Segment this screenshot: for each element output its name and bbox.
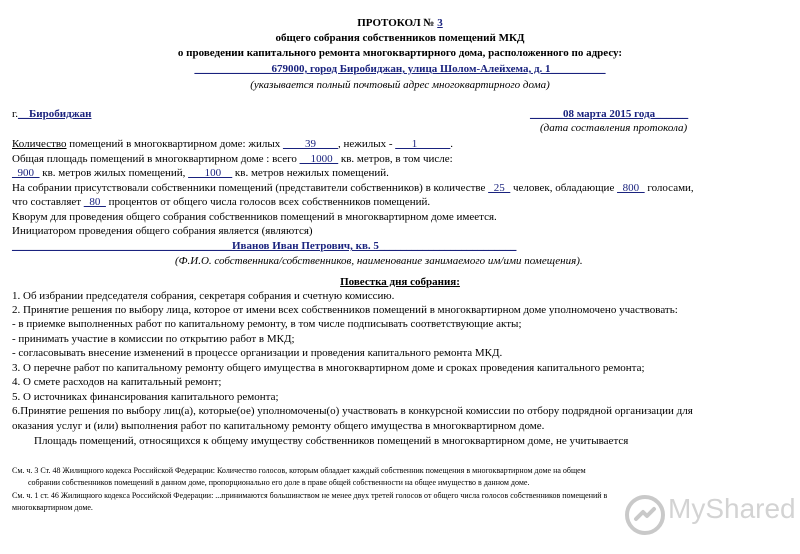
city-prefix: г. bbox=[12, 108, 19, 120]
watermark-text: MyShared bbox=[668, 493, 796, 524]
attendance-votes: _800_ bbox=[617, 182, 645, 194]
attendance-text: На собрании присутствовали собственники помещений (представители собственников) в количестве bbox=[12, 182, 489, 194]
attendance-votes-suffix: голосами, bbox=[644, 182, 694, 194]
living-area-label: кв. метров жилых помещений, bbox=[39, 167, 189, 179]
total-area-units: кв. метров, в том числе: bbox=[338, 153, 453, 165]
protocol-title-prefix: ПРОТОКОЛ № bbox=[357, 17, 438, 29]
agenda-item-2b: - принимать участие в комиссии по открытию работ в МКД; bbox=[12, 333, 295, 345]
agenda-item-2: 2. Принятие решения по выбору лица, которое от имени всех собственников помещений в многоквартирном доме уполномочено участвовать: bbox=[12, 304, 678, 316]
line1-end: . bbox=[450, 138, 454, 150]
agenda-item-4: 4. О смете расходов на капитальный ремонт; bbox=[12, 376, 222, 388]
attendance-count: _25_ bbox=[488, 182, 511, 194]
initiator-line: Инициатором проведения общего собрания является (являются) bbox=[12, 225, 313, 237]
document-date: ______08 марта 2015 года______ bbox=[530, 108, 689, 120]
agenda-item-1: 1. Об избрании председателя собрания, секретаря собрания и счетную комиссию. bbox=[12, 290, 395, 302]
nonliving-area-value: ___100__ bbox=[188, 167, 233, 179]
attendance-votes-label: человек, обладающие bbox=[510, 182, 618, 194]
area-breakdown-line bbox=[12, 167, 792, 180]
footnote-1-line-1: См. ч. 3 Ст. 48 Жилищного кодекса Российской Федерации: Количество голосов, которым обладает каждый собственник помещения в многоквартирном доме на общем bbox=[12, 466, 586, 475]
premises-count-label: Количество bbox=[12, 138, 67, 150]
agenda-item-5: 5. О источниках финансирования капитального ремонта; bbox=[12, 391, 279, 403]
date-note: (дата составления протокола) bbox=[540, 122, 688, 134]
nonliving-area-label: кв. метров нежилых помещений. bbox=[232, 167, 389, 179]
protocol-subtitle-2: о проведении капитального ремонта многоквартирного дома, расположенного по адресу: bbox=[177, 47, 623, 59]
myshared-watermark bbox=[620, 486, 796, 546]
agenda-item-2c: - согласовывать внесение изменений в процессе организации и проведения капитального ремонта МКД. bbox=[12, 347, 503, 359]
agenda-title: Повестка дня собрания: bbox=[340, 276, 460, 288]
document-city bbox=[12, 108, 91, 121]
total-area-value: __1000_ bbox=[299, 153, 339, 165]
attendance-line-1 bbox=[12, 182, 792, 195]
quorum-line: Кворум для проведения общего собрания собственников помещений в многоквартирном доме имеется. bbox=[12, 211, 497, 223]
agenda-item-6-cont: оказания услуг и (или) выполнения работ по капитальному ремонту общего имущества в многоквартирном доме. bbox=[12, 420, 545, 432]
protocol-title bbox=[0, 17, 800, 30]
protocol-subtitle-1: общего собрания собственников помещений МКД bbox=[275, 32, 525, 44]
common-area-note: Площадь помещений, относящихся к общему имуществу собственников помещений в многоквартирном доме, не учитывается bbox=[34, 435, 629, 447]
agenda-item-6: 6.Принятие решения по выбору лиц(а), которые(ое) уполномочены(о) участвовать в конкурсной комиссии по отбору подрядной организации для bbox=[12, 405, 693, 417]
attendance-percent-text: процентов от общего числа голосов всех собственников помещений. bbox=[105, 196, 431, 208]
agenda-item-2a: - в приемке выполненных работ по капитальному ремонту, в том числе подписывать соответствующие акты; bbox=[12, 318, 522, 330]
total-area-label: Общая площадь помещений в многоквартирном доме : всего bbox=[12, 153, 300, 165]
city-name: __Биробиджан bbox=[18, 108, 92, 120]
address-note: (указывается полный почтовый адрес многоквартирного дома) bbox=[250, 79, 550, 91]
initiator-note: (Ф.И.О. собственника/собственников, наименование занимаемого им/ими помещения). bbox=[175, 255, 583, 267]
initiator-name: ________________________________________Иванов Иван Петрович, кв. 5_________________________ bbox=[12, 240, 517, 252]
building-address: ______________679000, город Биробиджан, улица Шолом-Алейхема, д. 1__________ bbox=[194, 63, 606, 75]
premises-count-text: помещений в многоквартирном доме: жилых bbox=[66, 138, 283, 150]
living-area-value: _900_ bbox=[12, 167, 40, 179]
myshared-logo-icon bbox=[624, 494, 666, 536]
attendance-percent: _80_ bbox=[83, 196, 106, 208]
total-area-line bbox=[12, 153, 792, 166]
nonliving-premises-count: ___1______ bbox=[395, 138, 451, 150]
attendance-line-2 bbox=[12, 196, 792, 209]
agenda-item-3: 3. О перечне работ по капитальному ремонту общего имущества в многоквартирном доме и сроках проведения капитального ремонта; bbox=[12, 362, 645, 374]
footnote-1-line-2: собрании собственников помещений в данном доме, пропорционально его доле в праве общей собственности на общее имущество в данном доме. bbox=[28, 478, 530, 487]
living-premises-count: ____39____ bbox=[282, 138, 338, 150]
premises-count-line bbox=[12, 138, 792, 151]
nonliving-label: , нежилых - bbox=[337, 138, 396, 150]
footnote-2-line-2: многоквартирном доме. bbox=[12, 503, 93, 512]
attendance-percent-label: что составляет bbox=[12, 196, 84, 208]
protocol-number: 3 bbox=[437, 17, 443, 29]
footnote-2-line-1: См. ч. 1 ст. 46 Жилищного кодекса Российской Федерации: ...принимаются большинством не менее двух третей голосов от общего числа голосов собственников помещений в bbox=[12, 491, 608, 500]
